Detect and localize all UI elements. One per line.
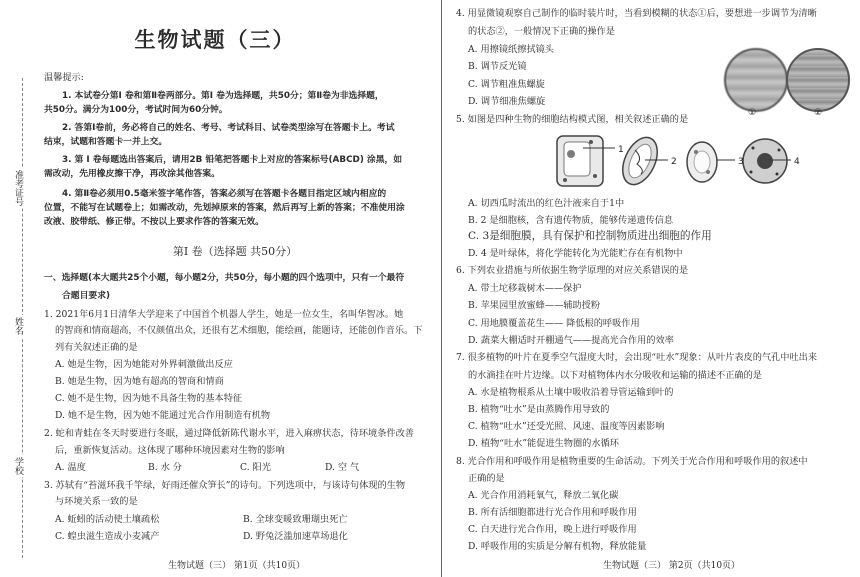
question-4-option: A. 用擦镜纸擦拭镜头 [468,44,554,55]
cell-diagrams [553,130,803,192]
figure-label: ① [748,108,757,118]
page-footer: 生物试题（三） 第1页（共10页） [168,561,306,571]
question-8-option: C. 白天进行光合作用，晚上进行呼吸作用 [468,524,637,535]
question-7-option: A. 水是植物根系从土壤中吸收沿着导管运输到叶的 [468,387,674,398]
question-3-option: A. 蚯蚓的活动使土壤疏松 [55,514,160,525]
school-label: 学校 [13,457,23,475]
question-4-option: B. 调节反光镜 [468,61,527,72]
exam-title: 生物试题（三） [134,27,296,52]
question-4-option: C. 调节粗准焦螺旋 [468,79,545,90]
question-1-line: 1. 2021年6月1日清华大学迎来了中国首个机器人学生，她是一位女生，名叫华智冰。她 [44,309,404,320]
question-5-option: B. 2 是细胞核，含有遗传物质，能够传递遗传信息 [468,215,674,226]
question-5-option: C. 3是细胞膜，具有保护和控制物质进出细胞的作用 [468,230,712,242]
question-8-option: D. 呼吸作用的实质是分解有机物，释放能量 [468,541,647,552]
question-4-line: 4. 用显微镜观察自己制作的临时装片时，当看到模糊的状态①后，要想进一步调节为清晰 [456,8,817,19]
notice-line: 2. 答第Ⅰ卷前，务必将自己的姓名、考号、考试科目、试卷类型涂写在答题卡上。考试 [62,123,395,133]
question-8-line: 8. 光合作用和呼吸作用是植物重要的生命活动。下列关于光合作用和呼吸作用的叙述中 [456,456,808,467]
question-7-option: D. 植物“吐水”能促进生物圈的水循环 [468,438,619,449]
cell-label: 2 [671,157,677,167]
question-8-option: A. 光合作用消耗氧气，释放二氧化碳 [468,490,619,501]
question-1-line: 列有关叙述正确的是 [55,342,138,353]
notice-line: 位置，不能写在试题卷上；如需改动，先划掉原来的答案，然后再写上新的答案；不准使用涂 [44,203,405,213]
question-1-option: D. 她不是生物，因为她不能通过光合作用制造有机物 [55,410,271,421]
question-1-option: B. 她是生物，因为她有超高的智商和情商 [55,376,224,387]
cell-label: 4 [794,157,800,167]
name-label: 姓名 [13,317,23,335]
question-3-line: 与环境关系一致的是 [55,496,138,507]
question-1-option: A. 她是生物，因为她能对外界刺激做出反应 [55,359,233,370]
question-2-line: 2. 蛇和青蛙在冬天时要进行冬眠，通过降低新陈代谢水平，进入麻痹状态，待环境条件改善 [44,428,414,439]
question-8-line: 正确的是 [468,473,505,484]
question-5-option: A. 切西瓜时流出的红色汁液来自于1中 [468,198,625,209]
figure-label: ② [814,108,823,118]
animal-nucleus [757,153,773,169]
question-3-option: D. 野兔泛滥加速草场退化 [243,531,348,542]
instruction-line: 一、选择题(本大题共25个小题，每小题2分，共50分，每小题的四个选项中，只有一个最符 [44,273,405,283]
question-4-line: 的状态②，一般情况下正确的操作是 [468,26,615,37]
cell-label: 3 [738,157,744,167]
microscope-view-blurry [724,48,788,112]
nucleus [567,150,575,158]
vacuole [564,142,590,176]
question-3-option: B. 全球变暖致珊瑚虫死亡 [243,514,348,525]
question-7-line: 的水滴挂在叶片边缘。以下对植物体内水分吸收和运输的描述不正确的是 [468,370,762,381]
question-3-option: C. 蝗虫滋生造成小麦减产 [55,531,160,542]
question-2-option: A. 温度 [55,462,86,473]
question-6-line: 6. 下列农业措施与所依据生物学原理的对应关系错误的是 [456,265,689,276]
notice-heading: 温馨提示: [44,72,84,83]
question-2-option: D. 空 气 [325,462,360,473]
question-5-option: D. 4 是叶绿体，将化学能转化为光能贮存在有机物中 [468,248,683,259]
notice-line: 共50分。满分为100分，考试时间为60分钟。 [44,105,228,115]
page-divider [441,0,442,577]
instruction-line: 合题目要求) [62,291,111,301]
question-4-option: D. 调节细准焦螺旋 [468,96,546,107]
question-8-option: B. 所有活细胞都进行光合作用和呼吸作用 [468,507,637,518]
notice-line: 改液、胶带纸、修正带。不按以上要求作答的答案无效。 [44,217,264,227]
question-7-line: 7. 很多植物的叶片在夏季空气湿度大时，会出现“吐水”现象：从叶片表皮的气孔中吐出来 [456,352,818,363]
notice-line: 4. 第Ⅱ卷必须用0.5毫米签字笔作答，答案必须写在答题卡各题目指定区域内相应的 [62,189,387,199]
question-2-option: C. 阳光 [240,462,271,473]
cell-label: 1 [618,145,624,155]
question-2-line: 后，重新恢复活动。这体现了哪种环境因素对生物的影响 [55,445,285,456]
notice-line: 3. 第 Ⅰ 卷每题选出答案后，请用2B 铅笔把答题卡上对应的答案标号(ABCD) 涂黑，如 [62,155,403,165]
question-6-option: C. 用地膜覆盖花生—— 降低根的呼吸作用 [468,318,640,329]
question-3-line: 3. 苏轼有“苔滋环我千竿绿，好雨还催众笋长”的诗句。下列选项中，与该诗句体现的生物 [44,480,406,491]
question-6-option: A. 带土坨移栽树木——保护 [468,283,582,294]
notice-line: 结束，试题和答题卡一并上交。 [44,137,168,147]
notice-line: 1. 本试卷分第Ⅰ 卷和第Ⅱ卷两部分。第Ⅰ 卷为选择题，共50分；第Ⅱ卷为非选择题， [62,91,384,101]
question-6-option: D. 蔬菜大棚适时开棚通气——提高光合作用的效率 [468,335,674,346]
question-6-option: B. 苹果园里放蜜蜂——辅助授粉 [468,300,601,311]
question-7-option: B. 植物“吐水”是由蒸腾作用导致的 [468,404,610,415]
microscope-view-clear [786,48,850,112]
question-7-option: C. 植物“吐水”还受光照、风速、温度等因素影响 [468,421,665,432]
question-2-option: B. 水 分 [148,462,182,473]
section-title: 第Ⅰ 卷（选择题 共50分） [172,245,298,258]
question-5-line: 5. 如图是四种生物的细胞结构模式图，相关叙述正确的是 [456,114,689,125]
right-page [448,0,860,577]
question-1-option: C. 她不是生物，因为她不具备生物的基本特征 [55,393,243,404]
page-footer: 生物试题（三） 第2页（共10页） [603,561,741,571]
notice-line: 需改动，先用橡皮擦干净，再改涂其他答案。 [44,169,220,179]
exam-number-label: 准考证号 [13,170,23,206]
question-1-line: 的智商和情商超高，不仅颜值出众，还很有艺术细胞，能绘画，能题诗，还能创作音乐。下 [55,325,423,336]
